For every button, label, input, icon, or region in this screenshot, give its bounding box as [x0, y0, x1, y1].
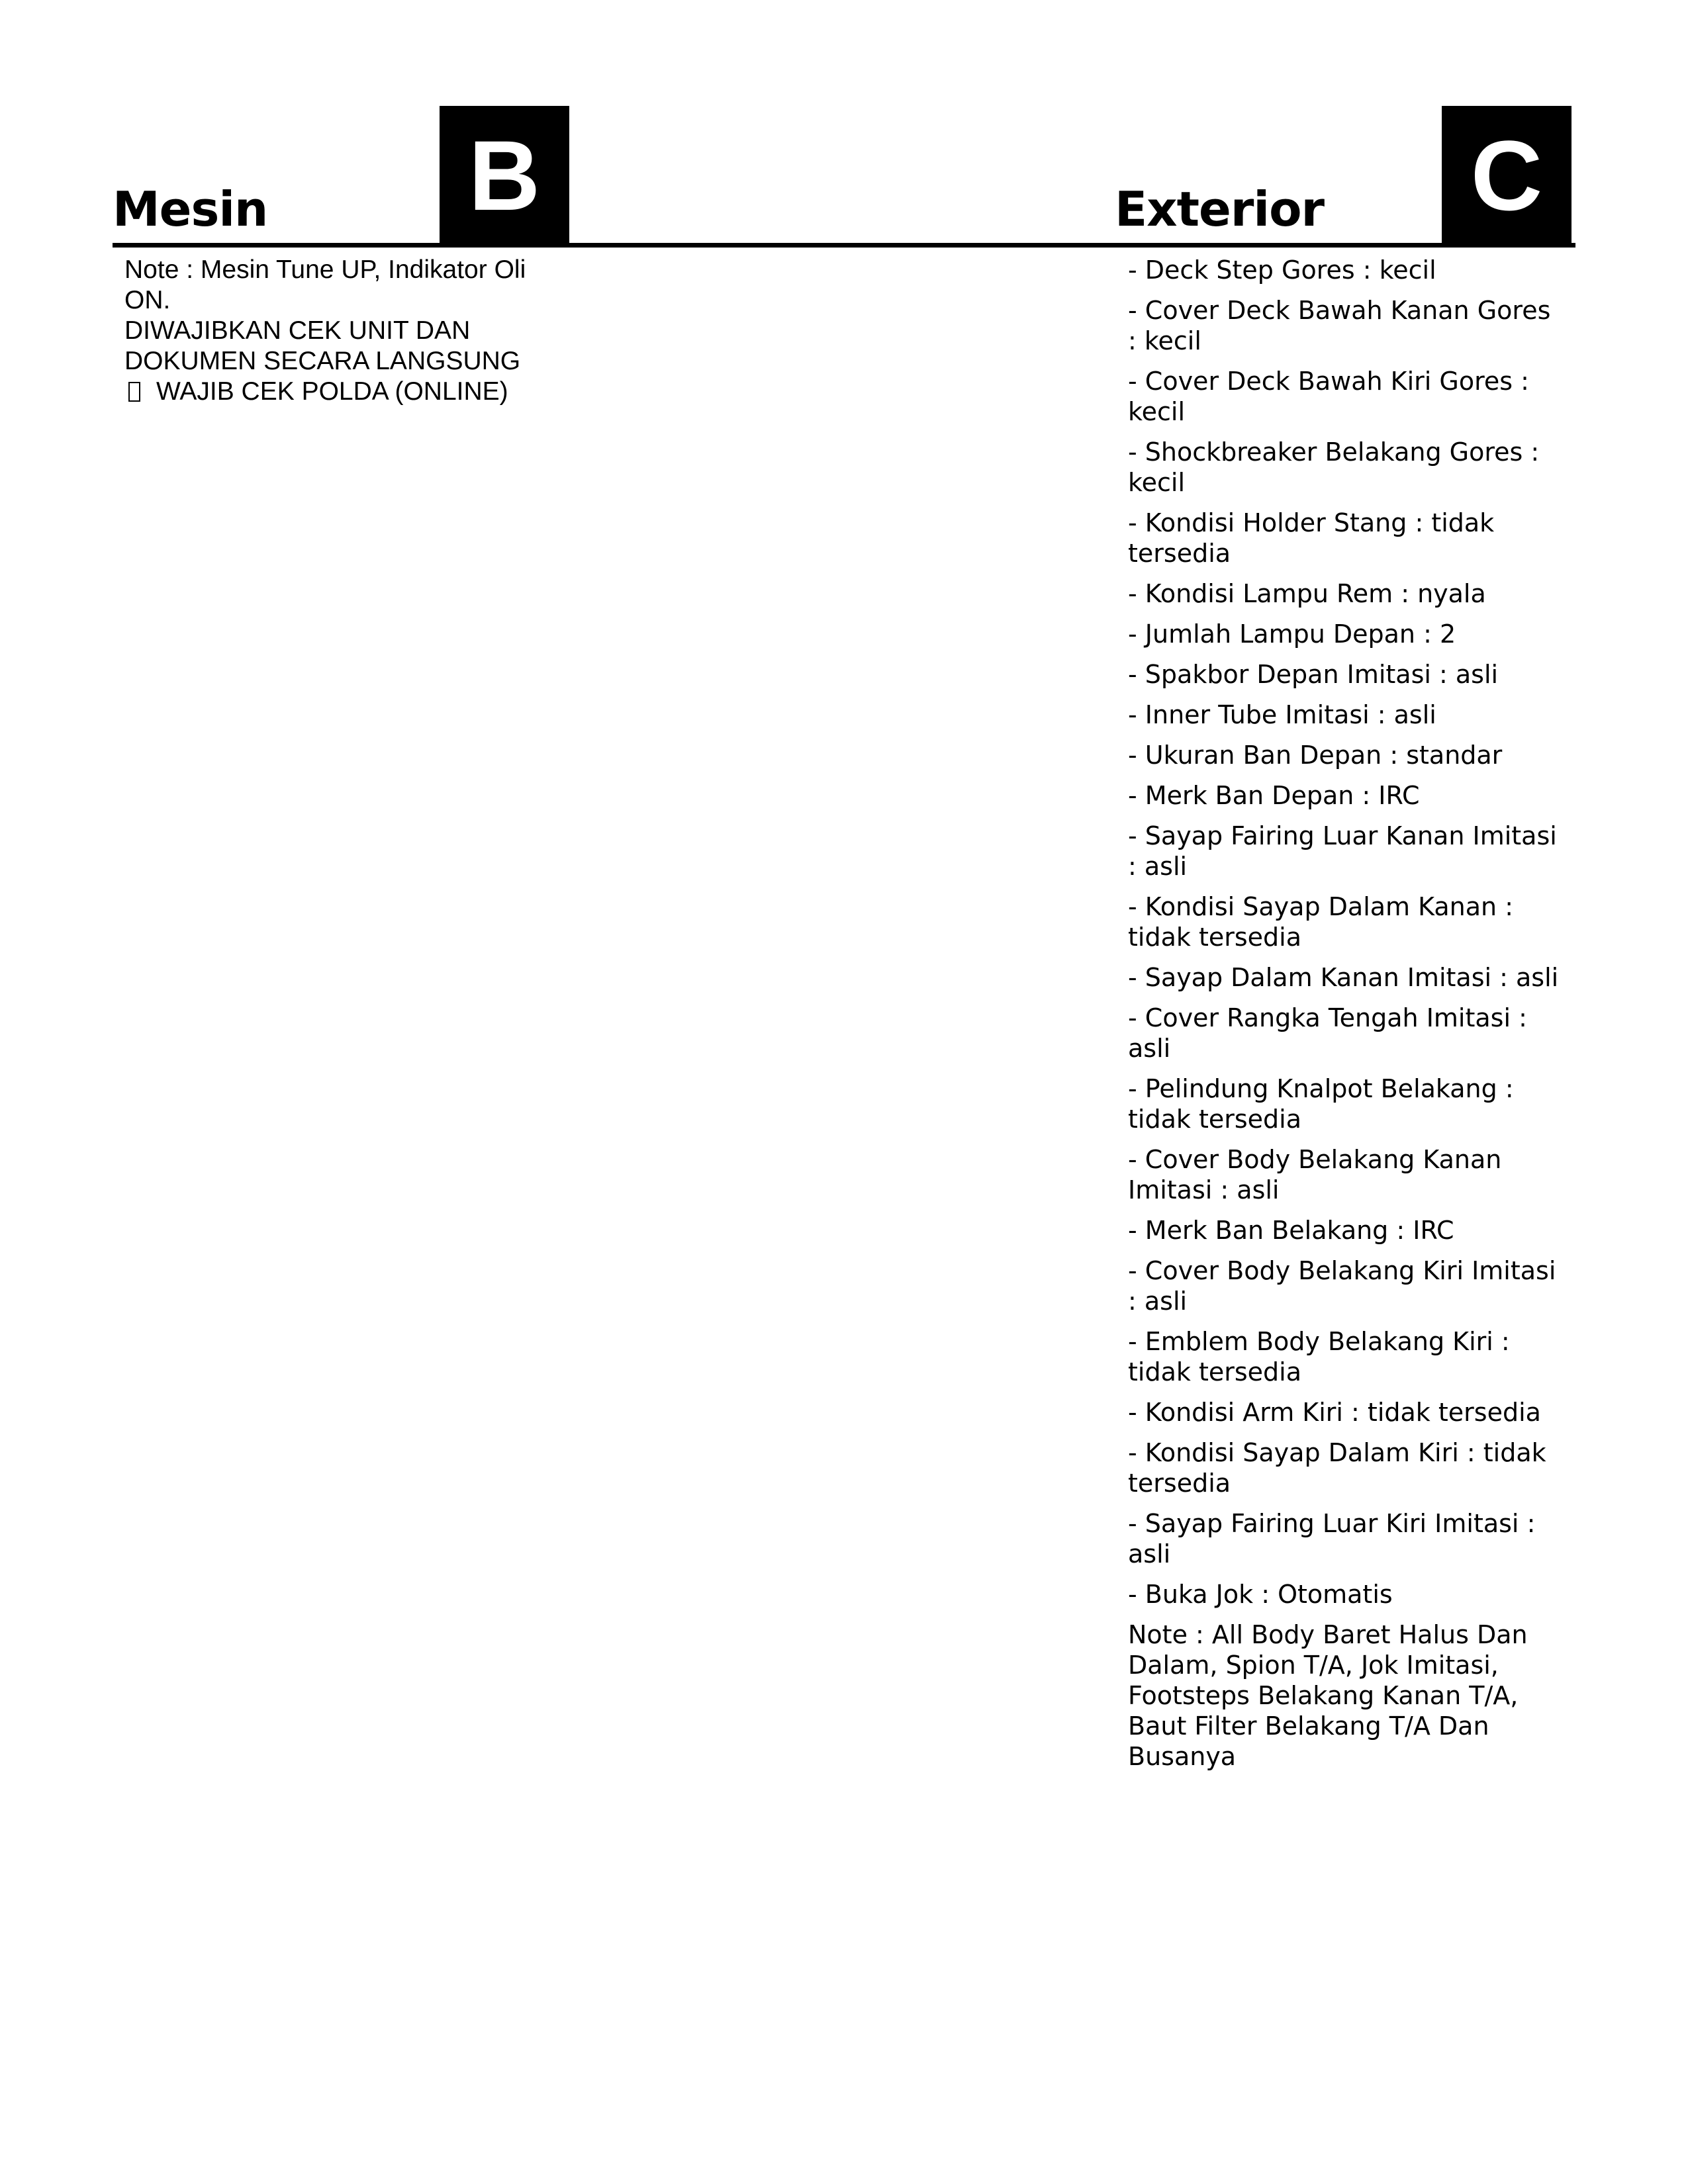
exterior-list-item: - Cover Body Belakang Kanan Imitasi : asli: [1128, 1145, 1502, 1205]
section-exterior-letter-badge: C: [1442, 106, 1571, 246]
exterior-list-item: - Sayap Fairing Luar Kiri Imitasi : asli: [1128, 1509, 1536, 1569]
exterior-list-item: - Cover Deck Bawah Kanan Gores : kecil: [1128, 296, 1551, 355]
exterior-list-item: - Merk Ban Depan : IRC: [1128, 781, 1420, 810]
exterior-list-item: - Buka Jok : Otomatis: [1128, 1580, 1393, 1609]
exterior-list-item: - Deck Step Gores : kecil: [1128, 255, 1436, 285]
exterior-list-item: - Ukuran Ban Depan : standar: [1128, 741, 1503, 770]
mesin-note: [124, 255, 575, 407]
section-exterior-header: [1115, 106, 1571, 246]
section-mesin-title: Mesin: [113, 181, 268, 237]
section-mesin-header: [113, 106, 569, 246]
header-divider: [113, 243, 1575, 248]
exterior-list-item: - Kondisi Lampu Rem : nyala: [1128, 579, 1486, 608]
exterior-list: [1128, 255, 1565, 1782]
exterior-list-item: - Sayap Dalam Kanan Imitasi : asli: [1128, 963, 1559, 992]
section-exterior: [1115, 106, 1571, 246]
exterior-list-item: - Spakbor Depan Imitasi : asli: [1128, 660, 1499, 689]
exterior-list-item: - Shockbreaker Belakang Gores : kecil: [1128, 437, 1540, 497]
section-mesin: [113, 106, 569, 246]
mesin-note-polda-text: WAJIB CEK POLDA (ONLINE): [156, 377, 508, 406]
exterior-list-item: - Jumlah Lampu Depan : 2: [1128, 619, 1456, 649]
exterior-note: Note : All Body Baret Halus Dan Dalam, Spion T/A, Jok Imitasi, Footsteps Belakang Kanan T/A, Baut Filter Belakang T/A Dan Busanya: [1128, 1620, 1528, 1771]
exterior-list-item: - Pelindung Knalpot Belakang : tidak tersedia: [1128, 1074, 1514, 1134]
section-mesin-letter-badge: B: [440, 106, 569, 246]
exterior-list-item: - Kondisi Sayap Dalam Kiri : tidak tersedia: [1128, 1438, 1546, 1498]
exterior-list-item: - Cover Body Belakang Kiri Imitasi : asli: [1128, 1256, 1556, 1316]
mesin-note-polda-line: [124, 377, 575, 407]
section-exterior-title: Exterior: [1115, 181, 1325, 237]
exterior-list-item: - Cover Deck Bawah Kiri Gores : kecil: [1128, 367, 1529, 426]
exterior-list-item: - Cover Rangka Tengah Imitasi : asli: [1128, 1003, 1527, 1063]
mesin-note-line: ON.: [124, 286, 171, 314]
exterior-list-item: - Merk Ban Belakang : IRC: [1128, 1216, 1454, 1245]
exterior-list-item: - Inner Tube Imitasi : asli: [1128, 700, 1436, 729]
mesin-note-line: DIWAJIBKAN CEK UNIT DAN: [124, 316, 471, 345]
exterior-list-item: - Kondisi Arm Kiri : tidak tersedia: [1128, 1398, 1541, 1427]
exterior-list-item: - Kondisi Holder Stang : tidak tersedia: [1128, 508, 1495, 568]
mesin-note-line: DOKUMEN SECARA LANGSUNG: [124, 347, 521, 375]
exterior-list-item: - Kondisi Sayap Dalam Kanan : tidak tersedia: [1128, 892, 1514, 952]
mesin-note-line: Note : Mesin Tune UP, Indikator Oli: [124, 255, 526, 284]
exterior-list-item: - Sayap Fairing Luar Kanan Imitasi : asli: [1128, 821, 1557, 881]
exterior-list-item: - Emblem Body Belakang Kiri : tidak tersedia: [1128, 1327, 1510, 1387]
missing-glyph-icon: [128, 382, 140, 402]
